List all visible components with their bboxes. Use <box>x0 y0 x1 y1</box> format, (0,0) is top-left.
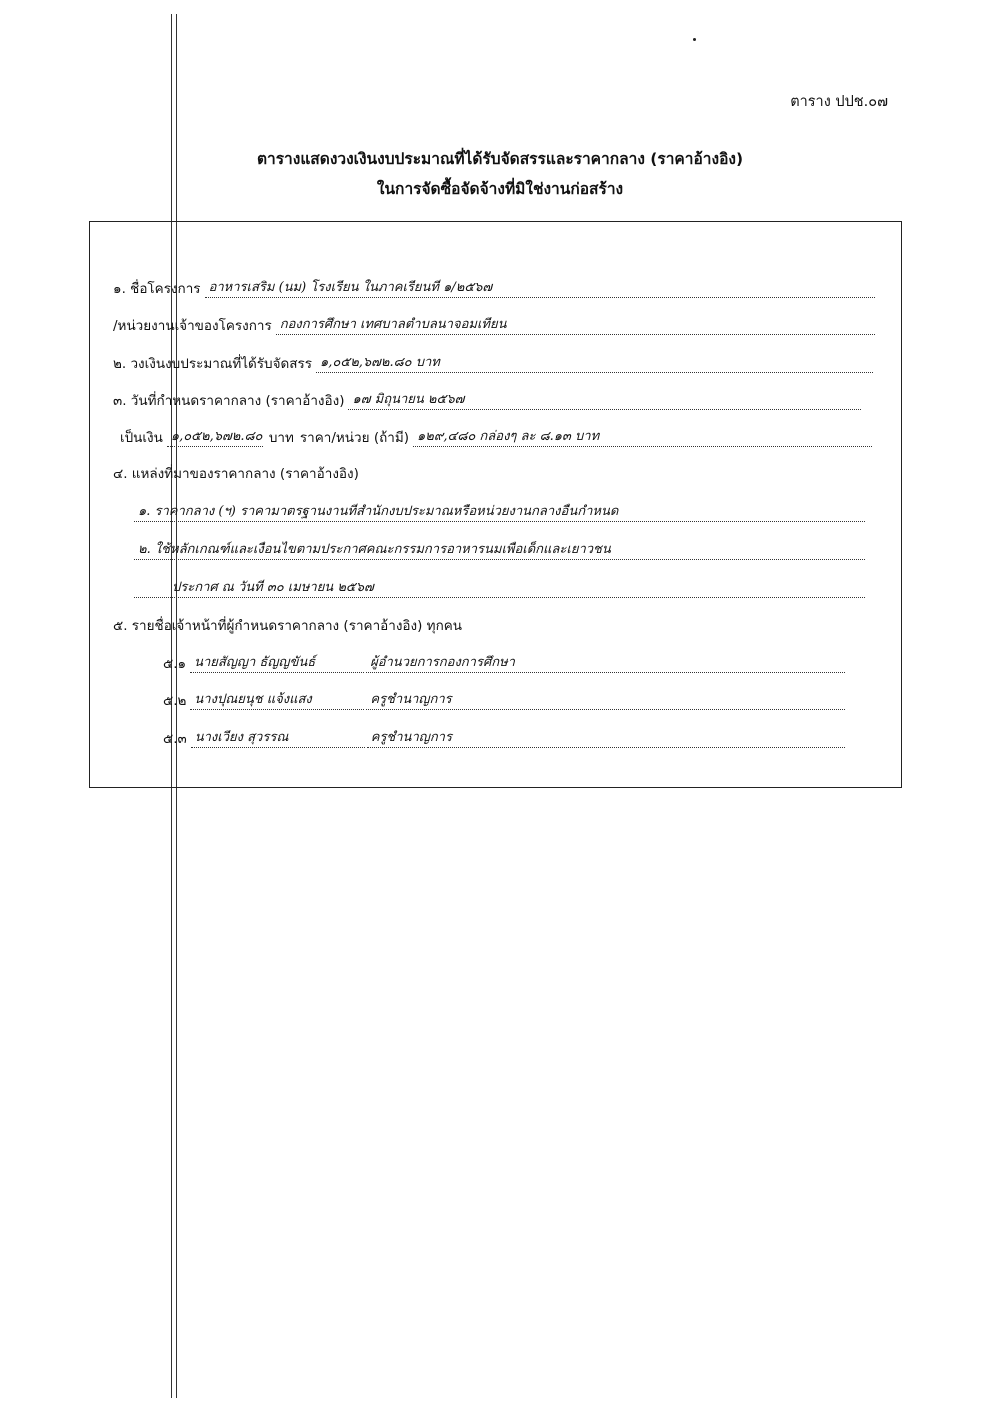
source-item-2 <box>134 541 865 560</box>
officer-position: ผู้อำนวยการกองการศึกษา <box>366 654 845 673</box>
budget-value: ๑,๐๕๒,๖๗๒.๘๐ บาท <box>316 354 873 373</box>
unit-price-label: ราคา/หน่วย (ถ้ามี) <box>299 430 410 446</box>
source-item-1-text: ๑. ราคากลาง (ฯ) ราคามาตรฐานงานที่สำนักงบประมาณหรือหน่วยงานกลางอื่นกำหนด <box>134 503 865 522</box>
officer-row <box>163 729 845 748</box>
project-row <box>113 279 875 298</box>
agency-row <box>113 316 875 335</box>
amount-label: เป็นเงิน <box>120 430 163 446</box>
officer-row <box>163 654 845 673</box>
officer-name: นางปุณยนุช แจ้งแสง <box>190 691 364 710</box>
project-label: ๑. ชื่อโครงการ <box>113 281 201 297</box>
amount-row <box>120 428 872 447</box>
date-value: ๑๗ มิถุนายน ๒๕๖๗ <box>348 391 861 410</box>
budget-label: ๒. วงเงินงบประมาณที่ได้รับจัดสรร <box>113 356 313 372</box>
source-item-2-text: ๒. ใช้หลักเกณฑ์และเงื่อนไขตามประกาศคณะกรรมการอาหารนมเพื่อเด็กและเยาวชน <box>134 541 865 560</box>
budget-row <box>113 354 873 373</box>
officer-number: ๕.๑ <box>163 656 187 672</box>
source-label: ๔. แหล่งที่มาของราคากลาง (ราคาอ้างอิง) <box>113 466 359 482</box>
unit-price-value: ๑๒๙,๔๘๐ กล่องๆ ละ ๘.๑๓ บาท <box>413 428 872 447</box>
source-row <box>113 465 873 483</box>
officers-row <box>113 617 873 635</box>
source-item-3 <box>134 579 865 598</box>
officers-label: ๕. รายชื่อเจ้าหน้าที่ผู้กำหนดราคากลาง (ราคาอ้างอิง) ทุกคน <box>113 618 463 634</box>
scan-speck <box>693 38 696 41</box>
officer-position: ครูชำนาญการ <box>367 729 845 748</box>
project-value: อาหารเสริม (นม) โรงเรียน ในภาคเรียนที่ ๑/๒๕๖๗ <box>205 279 875 298</box>
title-line-2: ในการจัดซื้อจัดจ้างที่มิใช่งานก่อสร้าง <box>376 180 624 198</box>
title-line-1: ตารางแสดงวงเงินงบประมาณที่ได้รับจัดสรรและราคากลาง (ราคาอ้างอิง) <box>256 150 744 168</box>
officer-name: นายสัญญา ธัญญขันธ์ <box>190 654 364 673</box>
agency-value: กองการศึกษา เทศบาลตำบลนาจอมเทียน <box>276 316 875 335</box>
officer-position: ครูชำนาญการ <box>366 691 845 710</box>
officer-row <box>163 691 845 710</box>
date-label: ๓. วันที่กำหนดราคากลาง (ราคาอ้างอิง) <box>113 393 345 409</box>
officer-number: ๕.๒ <box>163 693 187 709</box>
amount-value: ๑,๐๕๒,๖๗๒.๘๐ <box>167 428 263 447</box>
baht-label: บาท <box>268 430 294 446</box>
officer-name: นางเวียง สุวรรณ <box>191 729 365 748</box>
officer-number: ๕.๓ <box>163 731 187 747</box>
form-code: ตาราง ปปช.๐๗ <box>790 94 888 110</box>
source-item-3-text: ประกาศ ณ วันที่ ๓๐ เมษายน ๒๕๖๗ <box>134 579 865 598</box>
source-item-1 <box>134 503 865 522</box>
date-row <box>113 391 861 410</box>
agency-label: /หน่วยงานเจ้าของโครงการ <box>113 318 272 334</box>
